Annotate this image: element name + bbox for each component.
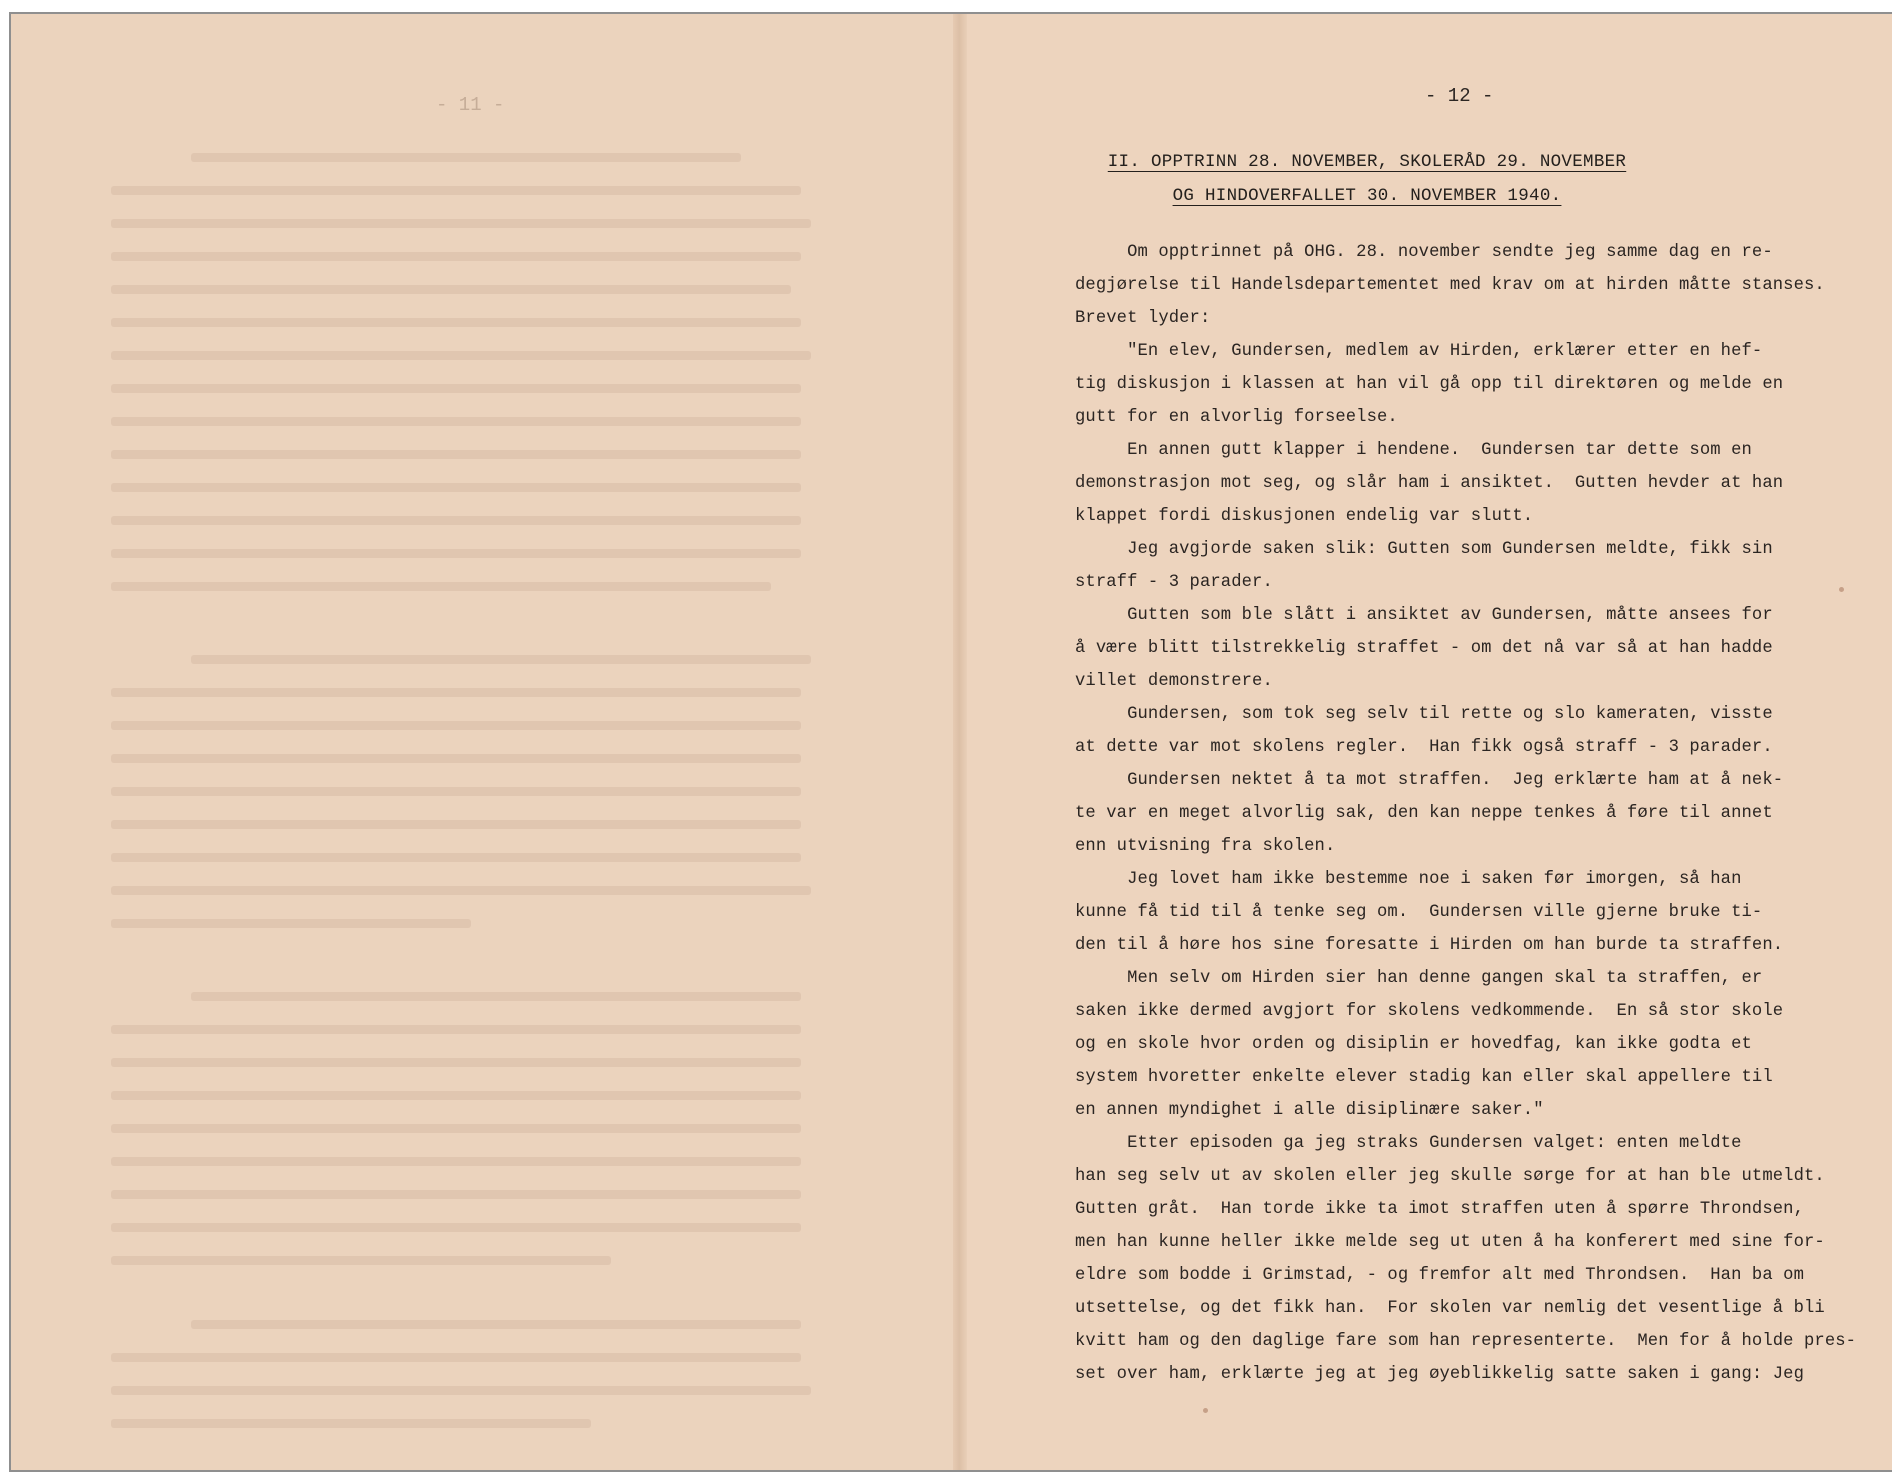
- text-line: gutt for en alvorlig forseelse.: [1075, 408, 1398, 427]
- page-number: - 12 -: [1425, 85, 1494, 107]
- bleedthrough-line: [111, 1124, 801, 1133]
- text-line: og en skole hvor orden og disiplin er hovedfag, kan ikke godta et: [1075, 1035, 1752, 1054]
- bleedthrough-line: [111, 450, 801, 459]
- bleedthrough-line: [111, 721, 801, 730]
- bleedthrough-line: [111, 1190, 801, 1199]
- text-line: Brevet lyder:: [1075, 309, 1211, 328]
- chapter-title-line-2: OG HINDOVERFALLET 30. NOVEMBER 1940.: [1172, 186, 1562, 206]
- text-line: han seg selv ut av skolen eller jeg skulle sørge for at han ble utmeldt.: [1075, 1167, 1825, 1186]
- text-line: system hvoretter enkelte elever stadig kan eller skal appellere til: [1075, 1068, 1773, 1087]
- text-line: Gutten gråt. Han torde ikke ta imot straffen uten å spørre Throndsen,: [1075, 1200, 1804, 1219]
- bleedthrough-line: [111, 1353, 801, 1362]
- text-line: kunne få tid til å tenke seg om. Gundersen ville gjerne bruke ti-: [1075, 903, 1763, 922]
- text-line: å være blitt tilstrekkelig straffet - om det nå var så at han hadde: [1075, 639, 1773, 658]
- bleedthrough-line: [111, 582, 771, 591]
- left-page-number: - 11 -: [436, 94, 505, 116]
- text-line: "En elev, Gundersen, medlem av Hirden, erklærer etter en hef-: [1075, 342, 1763, 361]
- book-gutter: [953, 14, 967, 1470]
- bleedthrough-line: [111, 787, 801, 796]
- text-line: villet demonstrere.: [1075, 672, 1273, 691]
- text-line: tig diskusjon i klassen at han vil gå opp til direktøren og melde en: [1075, 375, 1784, 394]
- text-line: enn utvisning fra skolen.: [1075, 837, 1336, 856]
- text-line: kvitt ham og den daglige fare som han representerte. Men for å holde pres-: [1075, 1332, 1857, 1351]
- bleedthrough-line: [111, 351, 811, 360]
- bleedthrough-line: [111, 1419, 591, 1428]
- text-line: Gutten som ble slått i ansiktet av Gundersen, måtte ansees for: [1075, 606, 1773, 625]
- bleedthrough-line: [111, 549, 801, 558]
- bleedthrough-line: [111, 483, 801, 492]
- bleedthrough-line: [111, 754, 801, 763]
- bleedthrough-line: [111, 285, 791, 294]
- bleedthrough-line: [111, 186, 801, 195]
- bleedthrough-line: [111, 384, 801, 393]
- bleedthrough-line: [111, 252, 801, 261]
- text-line: eldre som bodde i Grimstad, - og fremfor alt med Throndsen. Han ba om: [1075, 1266, 1804, 1285]
- paper-spot: [1839, 587, 1844, 592]
- chapter-title-line-1: II. OPPTRINN 28. NOVEMBER, SKOLERÅD 29. NOVEMBER: [1107, 152, 1627, 172]
- text-line: Jeg lovet ham ikke bestemme noe i saken før imorgen, så han: [1075, 870, 1742, 889]
- text-line: Men selv om Hirden sier han denne gangen skal ta straffen, er: [1075, 969, 1763, 988]
- text-line: Gundersen, som tok seg selv til rette og slo kameraten, visste: [1075, 705, 1773, 724]
- text-line: den til å høre hos sine foresatte i Hirden om han burde ta straffen.: [1075, 936, 1784, 955]
- text-line: set over ham, erklærte jeg at jeg øyeblikkelig satte saken i gang: Jeg: [1075, 1365, 1804, 1384]
- text-line: degjørelse til Handelsdepartementet med krav om at hirden måtte stanses.: [1075, 276, 1825, 295]
- bleedthrough-line: [111, 1386, 811, 1395]
- bleedthrough-line: [111, 1091, 801, 1100]
- bleedthrough-line: [111, 1025, 801, 1034]
- text-line: Etter episoden ga jeg straks Gundersen valget: enten meldte: [1075, 1134, 1742, 1153]
- bleedthrough-line: [191, 655, 811, 664]
- scanned-document-spread: [9, 12, 1892, 1472]
- bleedthrough-line: [191, 992, 801, 1001]
- bleedthrough-line: [111, 886, 811, 895]
- text-line: klappet fordi diskusjonen endelig var slutt.: [1075, 507, 1534, 526]
- bleedthrough-line: [111, 318, 801, 327]
- bleedthrough-line: [111, 1223, 801, 1232]
- text-line: Gundersen nektet å ta mot straffen. Jeg erklærte ham at å nek-: [1075, 771, 1784, 790]
- bleedthrough-line: [111, 516, 801, 525]
- text-line: Om opptrinnet på OHG. 28. november sendte jeg samme dag en re-: [1075, 243, 1773, 262]
- left-page-bleedthrough: [11, 14, 953, 1470]
- text-line: at dette var mot skolens regler. Han fikk også straff - 3 parader.: [1075, 738, 1773, 757]
- body-text: [1075, 236, 1875, 1391]
- text-line: utsettelse, og det fikk han. For skolen var nemlig det vesentlige å bli: [1075, 1299, 1825, 1318]
- chapter-title: [1077, 145, 1657, 213]
- bleedthrough-line: [111, 417, 801, 426]
- bleedthrough-line: [111, 820, 801, 829]
- text-line: Jeg avgjorde saken slik: Gutten som Gundersen meldte, fikk sin: [1075, 540, 1773, 559]
- bleedthrough-line: [191, 1320, 801, 1329]
- text-line: te var en meget alvorlig sak, den kan neppe tenkes å føre til annet: [1075, 804, 1773, 823]
- bleedthrough-line: [111, 1256, 611, 1265]
- right-page: [967, 14, 1892, 1470]
- text-line: men han kunne heller ikke melde seg ut uten å ha konferert med sine for-: [1075, 1233, 1825, 1252]
- bleedthrough-line: [191, 153, 741, 162]
- bleedthrough-line: [111, 688, 801, 697]
- paper-spot: [1203, 1408, 1208, 1413]
- bleedthrough-line: [111, 919, 471, 928]
- text-line: demonstrasjon mot seg, og slår ham i ansiktet. Gutten hevder at han: [1075, 474, 1784, 493]
- bleedthrough-line: [111, 1058, 801, 1067]
- text-line: straff - 3 parader.: [1075, 573, 1273, 592]
- bleedthrough-line: [111, 219, 811, 228]
- text-line: saken ikke dermed avgjort for skolens vedkommende. En så stor skole: [1075, 1002, 1784, 1021]
- text-line: En annen gutt klapper i hendene. Gundersen tar dette som en: [1075, 441, 1752, 460]
- bleedthrough-line: [111, 853, 801, 862]
- bleedthrough-line: [111, 1157, 801, 1166]
- text-line: en annen myndighet i alle disiplinære saker.": [1075, 1101, 1544, 1120]
